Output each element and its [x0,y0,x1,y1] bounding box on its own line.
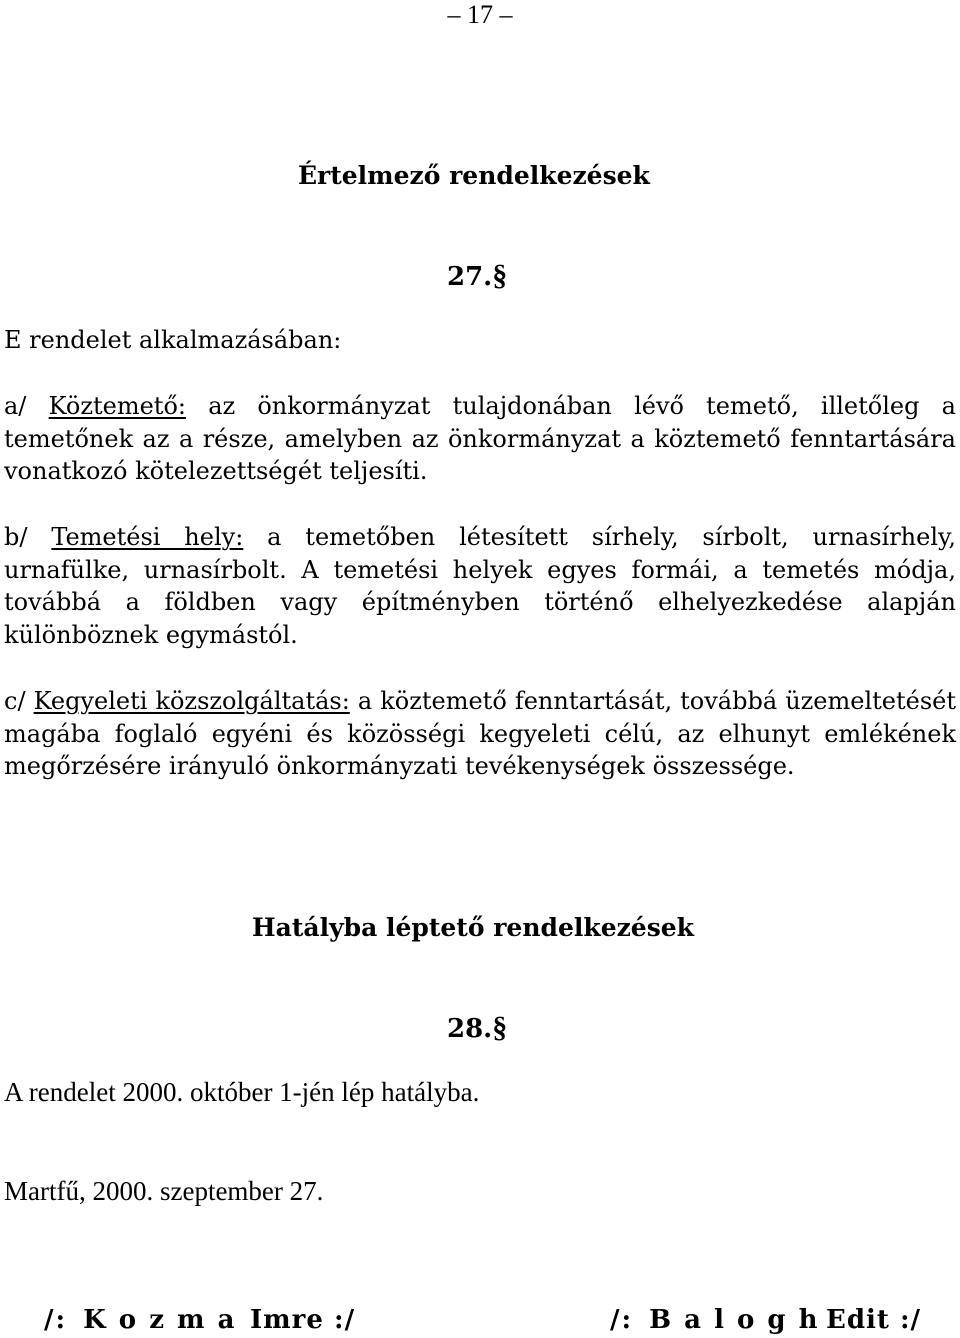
definition-c [4,685,956,783]
section-number-28 [447,1011,507,1045]
intro-text: E rendelet alkalmazásában: [4,326,342,354]
signature-left [44,1305,236,1335]
signature-surname: K o z m a [83,1305,237,1335]
definition-a [4,390,956,488]
signature-firstname: Imre [250,1305,324,1335]
definition-text: a köztemető fenntartását, továbbá üzemeltetését magába foglaló egyéni és közösségi kegyeleti célú, az elhunyt emlékének megőrzésére irányuló önkormányzati tevékenységek összessége. [4,687,956,780]
section-symbol: § [492,1011,508,1044]
definition-term: Kegyeleti közszolgáltatás: [33,687,350,715]
signature-open: /: [44,1305,68,1335]
signature-left-first [250,1305,355,1335]
signature-right [610,1305,820,1335]
section-number-text: 28. [447,1014,493,1044]
section-symbol: § [492,259,508,292]
definition-prefix: b/ [4,523,52,551]
signature-close: :/ [899,1305,922,1335]
signature-right-first [826,1305,921,1335]
definition-b [4,521,956,651]
definition-text: az önkormányzat tulajdonában lévő temető, illetőleg a temetőnek az a része, amelyben az önkormányzat a köztemető fenntartására vonatkozó kötelezettségét teljesíti. [4,392,956,485]
place-date: Martfű, 2000. szeptember 27. [4,1176,324,1206]
section-number-27 [447,259,507,293]
signature-surname: B a l o g h [649,1305,820,1335]
definition-text: a temetőben létesített sírhely, sírbolt, urnasírhely, urnafülke, urnasírbolt. A temetési helyek egyes formái, a temetés módja, továbbá a földben vagy építményben történő elhelyezkedése alapján különböznek egymástól. [4,523,957,649]
signature-firstname: Edit [826,1305,890,1335]
definition-prefix: a/ [4,392,49,420]
definition-prefix: c/ [4,687,34,715]
signature-open: /: [610,1305,634,1335]
effective-date-text: A rendelet 2000. október 1-jén lép hatályba. [4,1077,480,1107]
signature-close: :/ [333,1305,356,1335]
section-heading-effective: Hatályba léptető rendelkezések [252,913,695,942]
section-number-text: 27. [447,262,493,292]
definition-term: Köztemető: [48,392,186,420]
section-heading-interpretive: Értelmező rendelkezések [298,161,650,190]
page-number: – 17 – [447,0,513,29]
definition-term: Temetési hely: [51,523,244,551]
